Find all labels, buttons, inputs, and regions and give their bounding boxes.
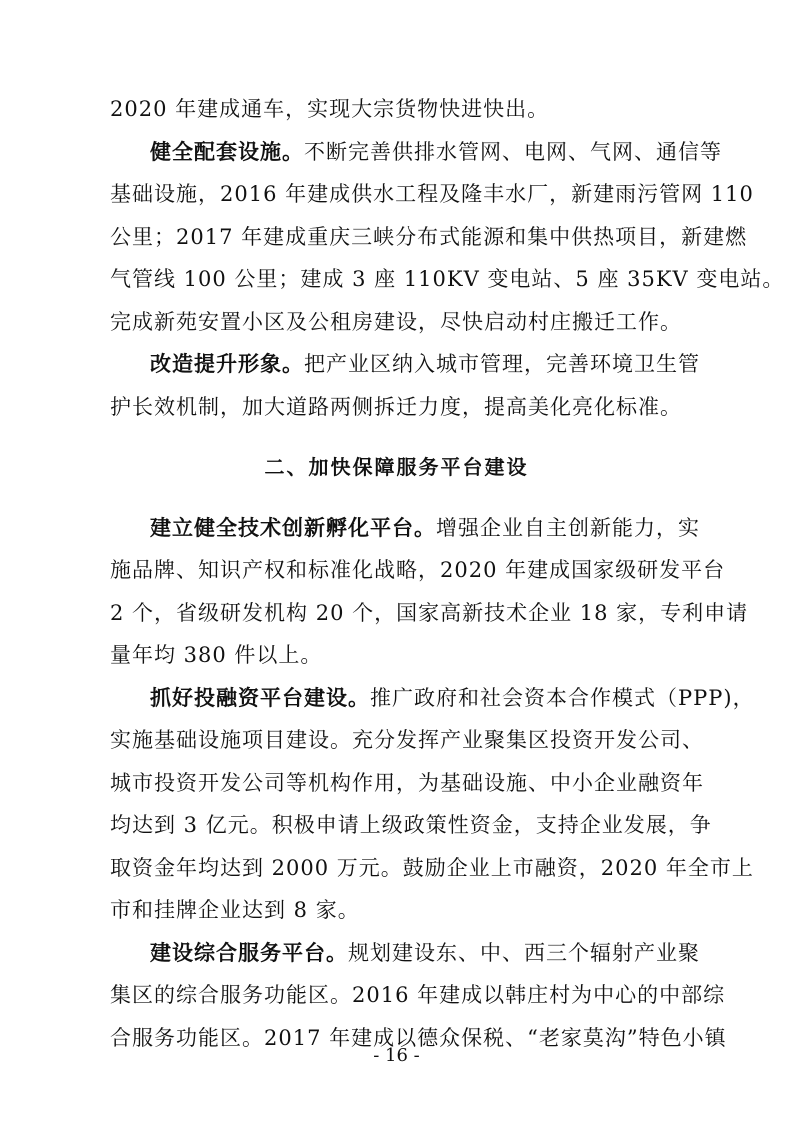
paragraph-line [150, 515, 700, 541]
body-line: 取资金年均达到 2000 万元。鼓励企业上市融资，2020 年全市上 [110, 856, 754, 880]
paragraph-text: 规划建设东、中、西三个辐射产业聚 [348, 941, 700, 965]
body-line: 合服务功能区。2017 年建成以德众保税、“老家莫沟”特色小镇 [110, 1026, 727, 1050]
paragraph-text: 推广政府和社会资本合作模式（PPP)， [370, 686, 755, 710]
body-line: 基础设施，2016 年建成供水工程及隆丰水厂，新建雨污管网 110 [110, 182, 754, 206]
body-line: 护长效机制，加大道路两侧拆迁力度，提高美化亮化标准。 [110, 395, 682, 419]
paragraph-text: 不断完善供排水管网、电网、气网、通信等 [304, 140, 722, 164]
page-number: - 16 - [373, 1045, 420, 1066]
paragraph-line [150, 351, 700, 377]
paragraph-lead: 建立健全技术创新孵化平台。 [150, 516, 436, 540]
paragraph-line [150, 685, 755, 711]
body-line: 气管线 100 公里；建成 3 座 110KV 变电站、5 座 35KV 变电站。 [110, 267, 785, 291]
paragraph-lead: 改造提升形象。 [150, 352, 304, 376]
paragraph-lead: 健全配套设施。 [150, 140, 304, 164]
body-line: 城市投资开发公司等机构作用，为基础设施、中小企业融资年 [110, 771, 704, 795]
body-line: 2 个，省级研发机构 20 个，国家高新技术企业 18 家，专利申请 [110, 601, 749, 625]
body-line: 施品牌、知识产权和标准化战略，2020 年建成国家级研发平台 [110, 558, 726, 582]
body-line: 完成新苑安置小区及公租房建设，尽快启动村庄搬迁工作。 [110, 310, 682, 334]
body-line: 2020 年建成通车，实现大宗货物快进快出。 [110, 97, 550, 121]
paragraph-text: 把产业区纳入城市管理，完善环境卫生管 [304, 352, 700, 376]
paragraph-lead: 建设综合服务平台。 [150, 941, 348, 965]
paragraph-text: 增强企业自主创新能力，实 [436, 516, 700, 540]
body-line: 均达到 3 亿元。积极申请上级政策性资金，支持企业发展，争 [110, 813, 712, 837]
section-heading: 二、加快保障服务平台建设 [264, 455, 529, 479]
body-line: 市和挂牌企业达到 8 家。 [110, 898, 360, 922]
body-line: 集区的综合服务功能区。2016 年建成以韩庄村为中心的中部综 [110, 983, 726, 1007]
paragraph-lead: 抓好投融资平台建设。 [150, 686, 370, 710]
body-line: 实施基础设施项目建设。充分发挥产业聚集区投资开发公司、 [110, 728, 704, 752]
body-line: 公里；2017 年建成重庆三峡分布式能源和集中供热项目，新建燃 [110, 225, 748, 249]
body-line: 量年均 380 件以上。 [110, 643, 323, 667]
paragraph-line [150, 139, 722, 165]
paragraph-line [150, 940, 700, 966]
